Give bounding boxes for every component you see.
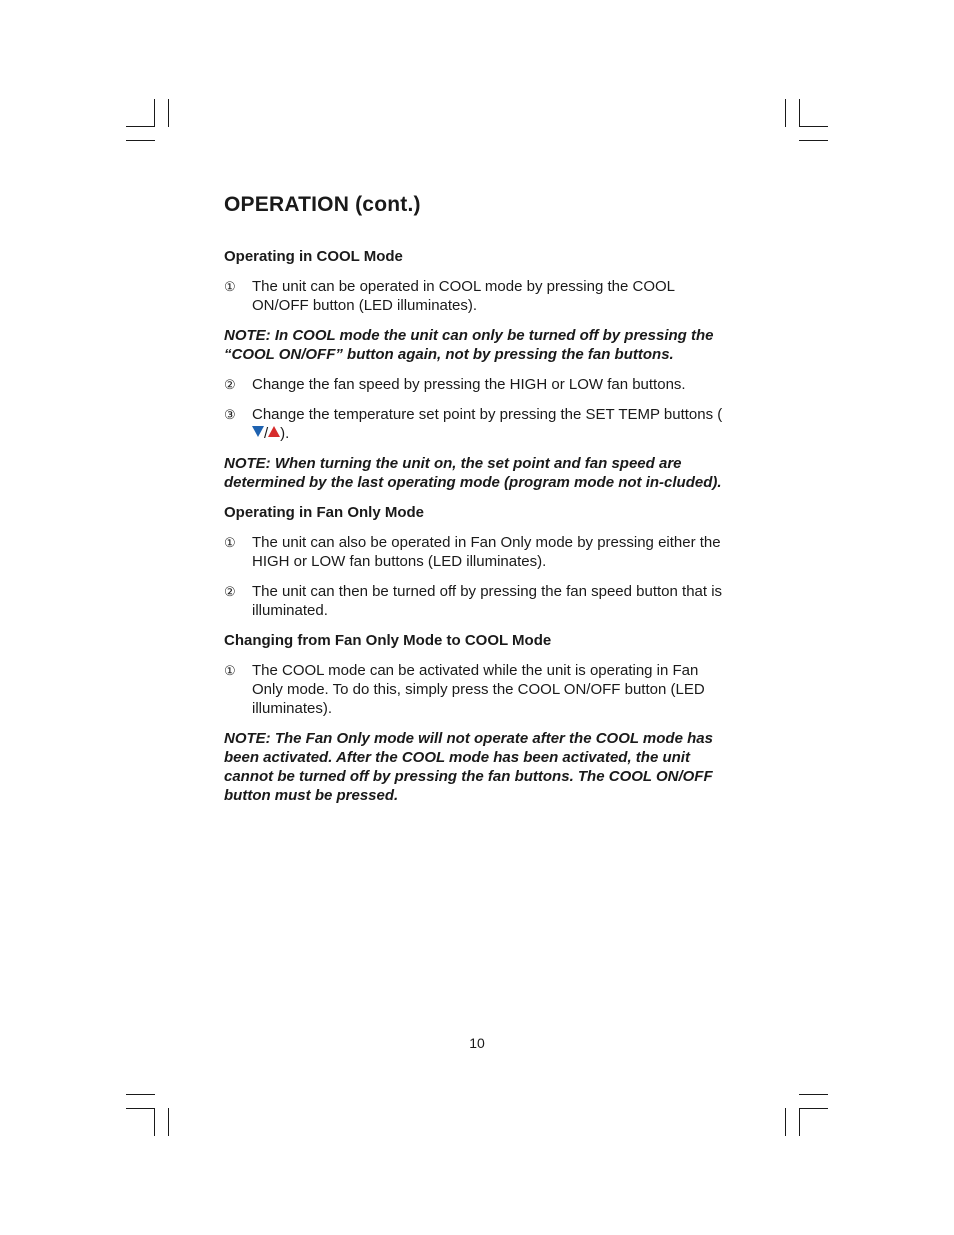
page-title: OPERATION (cont.)	[224, 193, 421, 216]
crop-mark	[154, 1108, 155, 1136]
crop-mark	[168, 1108, 169, 1136]
crop-mark	[799, 140, 828, 141]
crop-mark	[799, 1108, 800, 1136]
list-item	[224, 277, 729, 315]
note-text: NOTE: In COOL mode the unit can only be turned off by pressing the “COOL ON/OFF” button again, not by pressing the fan buttons.	[224, 327, 714, 363]
crop-mark	[126, 1094, 155, 1095]
crop-mark	[126, 140, 155, 141]
step-text: ).	[280, 425, 290, 442]
crop-mark	[799, 126, 828, 127]
crop-mark	[785, 99, 786, 127]
crop-mark	[799, 1094, 828, 1095]
list-item	[224, 582, 729, 620]
list-item	[224, 661, 729, 718]
section-heading-cool-mode: Operating in COOL Mode	[224, 248, 403, 265]
step-text: The unit can be operated in COOL mode by pressing the COOL ON/OFF button (LED illuminates).	[252, 278, 675, 314]
step-marker: ①	[224, 535, 236, 550]
step-text: The unit can then be turned off by pressing the fan speed button that is illuminated.	[252, 583, 723, 619]
step-marker: ②	[224, 377, 236, 392]
crop-mark	[799, 1108, 828, 1109]
section-heading-fan-only-mode: Operating in Fan Only Mode	[224, 504, 425, 521]
step-marker: ③	[224, 407, 236, 422]
note-text: NOTE: When turning the unit on, the set point and fan speed are determined by the last operating mode (program mode not in-cluded).	[224, 455, 722, 491]
crop-mark	[154, 99, 155, 127]
up-triangle-icon	[268, 426, 280, 437]
crop-mark	[785, 1108, 786, 1136]
page-number: 10	[469, 1035, 485, 1051]
step-text: Change the fan speed by pressing the HIGH or LOW fan buttons.	[252, 376, 686, 393]
crop-mark	[126, 126, 155, 127]
step-text: The COOL mode can be activated while the unit is operating in Fan Only mode. To do this, simply press the COOL ON/OFF button (LED illuminates).	[252, 662, 705, 717]
list-item	[224, 375, 729, 394]
page-content	[224, 192, 729, 805]
list-item	[224, 405, 729, 443]
step-text: Change the temperature set point by pressing the SET TEMP buttons (	[252, 406, 723, 423]
step-marker: ①	[224, 279, 236, 294]
step-text: The unit can also be operated in Fan Only mode by pressing either the HIGH or LOW fan buttons (LED illuminates).	[252, 534, 721, 570]
step-marker: ②	[224, 584, 236, 599]
crop-mark	[126, 1108, 155, 1109]
crop-mark	[168, 99, 169, 127]
list-item	[224, 533, 729, 571]
section-heading-fan-to-cool: Changing from Fan Only Mode to COOL Mode	[224, 632, 552, 649]
note-text: NOTE: The Fan Only mode will not operate after the COOL mode has been activated. After the COOL mode has been activated, the unit cannot be turned off by pressing the fan buttons. The COOL ON/OFF button must be pressed.	[224, 730, 713, 804]
separator: /	[264, 425, 269, 442]
crop-mark	[799, 99, 800, 127]
down-triangle-icon	[252, 426, 264, 437]
step-marker: ①	[224, 663, 236, 678]
